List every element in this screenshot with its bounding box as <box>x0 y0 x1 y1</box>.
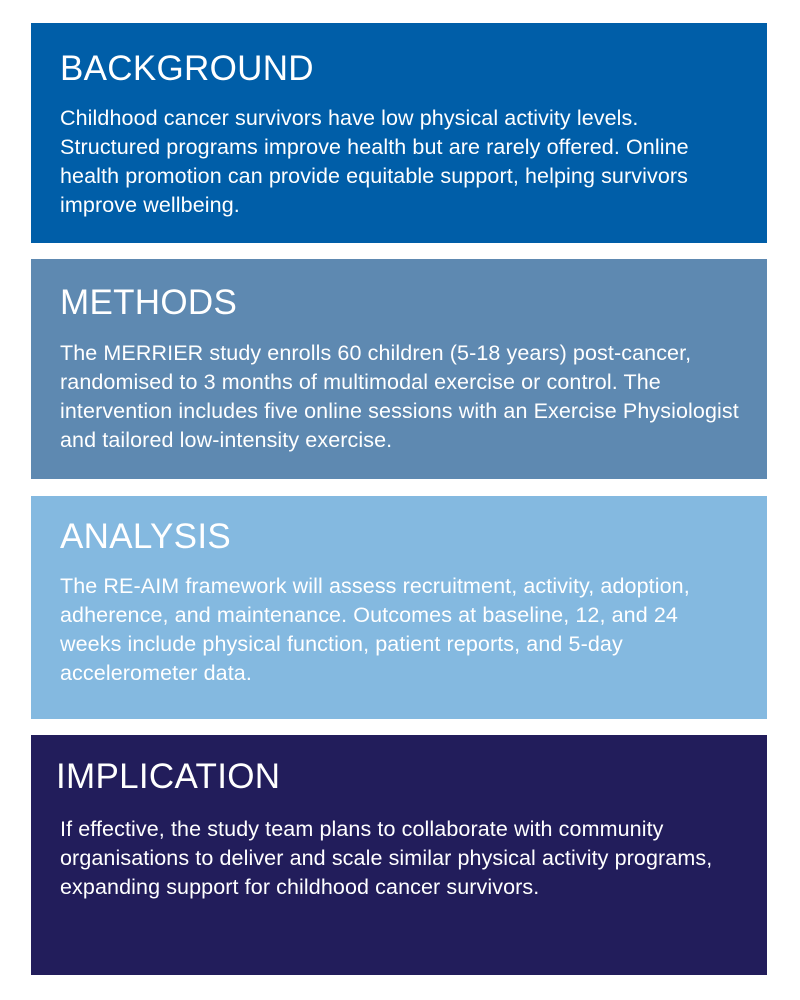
implication-panel <box>31 735 767 975</box>
background-heading: BACKGROUND <box>60 49 314 88</box>
methods-heading: METHODS <box>60 283 238 322</box>
background-panel <box>31 23 767 243</box>
analysis-body: The RE-AIM framework will assess recruitment, activity, adoption, adherence, and maintenance. Outcomes at baseline, 12, and 24 weeks include physical function, patient reports, and 5-day accelerometer data. <box>60 574 690 685</box>
implication-heading: IMPLICATION <box>56 757 281 796</box>
background-body: Childhood cancer survivors have low physical activity levels. Structured programs improve health but are rarely offered. Online health promotion can provide equitable support, helping survivors improve wellbeing. <box>60 106 689 217</box>
implication-body: If effective, the study team plans to collaborate with community organisations to deliver and scale similar physical activity programs, expanding support for childhood cancer survivors. <box>60 817 713 899</box>
analysis-heading: ANALYSIS <box>60 517 231 556</box>
methods-panel <box>31 259 767 479</box>
methods-body: The MERRIER study enrolls 60 children (5-18 years) post-cancer, randomised to 3 months of multimodal exercise or control. The intervention includes five online sessions with an Exercise Physiologist and tailored low-intensity exercise. <box>60 341 739 452</box>
analysis-panel <box>31 496 767 719</box>
